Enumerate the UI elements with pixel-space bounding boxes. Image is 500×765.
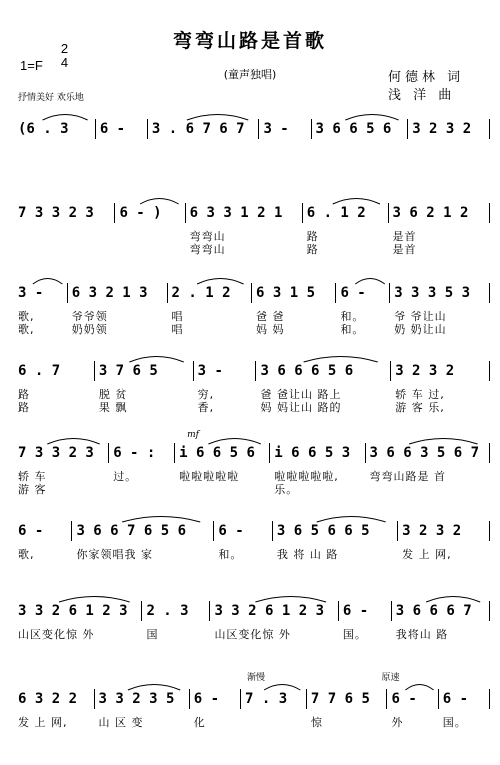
lyric-segment: 是首 (392, 243, 417, 256)
slur-overlay (14, 432, 490, 452)
measure: 3 - (263, 121, 289, 137)
song-subtitle: (童声独唱) (223, 68, 277, 81)
measure: 7 3 3 2 3 (18, 445, 94, 461)
slur (345, 115, 398, 121)
measure: 6 - (340, 285, 366, 301)
lyric-segment: 和。 (340, 310, 365, 323)
measure: 6 3 3 1 2 1 (189, 205, 283, 221)
slur-overlay (14, 590, 490, 610)
measure: 3 2 3 2 (395, 363, 455, 379)
lyric-row-1 (14, 468, 490, 481)
lyric-segment: 和。 (340, 323, 365, 336)
lyric-segment: 我 将 山 路 (276, 548, 339, 561)
measure: 3 3 2 6 1 2 3 (18, 603, 128, 619)
lyric-row-1 (14, 386, 490, 399)
measure: 3 6 6 3 5 6 7 (369, 445, 480, 461)
lyric-segment: 是首 (392, 230, 417, 243)
lyric-segment: 轿 车 过, (395, 388, 445, 401)
measure: 6 - ) (119, 205, 162, 221)
lyric-row-2 (14, 241, 490, 254)
slur (197, 279, 243, 285)
measure: 3 2 3 2 (402, 523, 462, 539)
slur (140, 199, 179, 205)
measure: 7 3 3 2 3 (18, 205, 94, 221)
lyric-segment: 爷 爷让山 (394, 310, 447, 323)
measure: 3 6 5 6 6 5 (276, 523, 370, 539)
tempo-change-marking: 渐慢 (247, 673, 266, 683)
lyricist-credit: 何德林 词 (388, 70, 465, 85)
lyric-segment: 惊 (310, 716, 323, 729)
slur (59, 597, 130, 603)
slur (47, 439, 99, 445)
lyric-segment: 奶奶领 (71, 323, 108, 336)
measure: (6 . 3 (18, 121, 69, 137)
measure: 6 - (99, 121, 126, 137)
slur (128, 685, 180, 691)
measure: 2 . 1 2 (171, 285, 231, 301)
slur (409, 439, 477, 445)
lyric-segment: 歌, (18, 323, 35, 336)
lyric-segment: 山区变化惊 外 (18, 628, 95, 641)
time-signature-top: 2 (60, 41, 69, 56)
lyric-segment: 唱 (171, 323, 184, 336)
slur-overlay (14, 350, 490, 370)
lyric-segment: 路 (306, 230, 319, 243)
measure: 6 - (18, 523, 44, 539)
measure: 6 - (193, 691, 220, 707)
lyric-segment: 歌, (18, 310, 35, 323)
measure: 6 - (342, 603, 369, 619)
lyric-segment: 爸 爸 (256, 310, 285, 323)
lyric-row-2 (14, 399, 490, 412)
measure: 6 - : (113, 445, 156, 461)
slur (333, 199, 380, 205)
lyric-segment: 爷爷领 (71, 310, 108, 323)
measure: i 6 6 5 3 (274, 445, 351, 461)
lyric-segment: 果 飘 (98, 401, 128, 414)
measure: 3 6 6 6 5 6 (260, 363, 354, 379)
measure: i 6 6 5 6 (179, 445, 255, 461)
lyric-segment: 穷, (197, 388, 215, 401)
slur (355, 279, 385, 285)
lyric-segment: 歌, (18, 548, 35, 561)
measure: 6 - (442, 691, 469, 707)
slur (33, 279, 63, 285)
lyric-segment: 山区变化惊 外 (214, 628, 291, 641)
lyric-segment: 路 (306, 243, 319, 256)
measure: 6 3 1 5 (256, 285, 316, 301)
lyric-segment: 啦啦啦啦啦 (179, 470, 240, 483)
slur-overlay (14, 510, 490, 530)
measure: 6 3 2 1 3 (71, 285, 148, 301)
slur (129, 357, 183, 363)
lyric-segment: 和。 (218, 548, 243, 561)
lyric-segment: 国。 (442, 716, 467, 729)
measure: 3 - (197, 363, 223, 379)
measure: 3 6 6 5 6 (315, 121, 392, 137)
lyric-segment: 轿 车 (18, 470, 47, 483)
measure: 7 . 3 (245, 691, 288, 707)
measure: 6 . 7 (18, 363, 61, 379)
dynamic-marking: mf (187, 430, 199, 440)
lyric-segment: 山 区 变 (98, 716, 144, 729)
slur-overlay (14, 272, 490, 292)
measure: 3 6 2 1 2 (392, 205, 469, 221)
lyric-segment: 外 (391, 716, 404, 729)
lyric-segment: 脱 贫 (98, 388, 128, 401)
lyric-segment: 过。 (113, 470, 138, 483)
time-signature (60, 42, 69, 70)
lyric-segment: 香, (197, 401, 215, 414)
measure: 3 7 6 5 (98, 363, 158, 379)
measure: 3 2 3 2 (412, 121, 472, 137)
lyric-segment: 路 (18, 401, 30, 414)
lyric-segment: 化 (193, 716, 206, 729)
lyric-segment: 发 上 网, (402, 548, 452, 561)
slur (255, 597, 326, 603)
lyric-segment: 妈 妈 (256, 323, 285, 336)
slur (43, 115, 88, 121)
slur-overlay (14, 192, 490, 212)
measure: 6 3 2 2 (18, 691, 78, 707)
measure: 2 . 3 (146, 603, 189, 619)
lyric-row-2 (14, 481, 490, 494)
key-signature: 1=F (20, 58, 43, 73)
lyric-row-2 (14, 321, 490, 334)
lyric-segment: 妈 妈让山 路的 (260, 401, 342, 414)
song-title: 弯弯山路是首歌 (172, 30, 327, 52)
lyric-segment: 弯弯山 (189, 243, 226, 256)
lyric-segment: 国 (146, 628, 159, 641)
measure: 3 6 6 6 7 (395, 603, 472, 619)
tempo-marking: 抒情美好 欢乐地 (18, 93, 84, 103)
slur (304, 357, 378, 363)
lyric-segment: 游 客 乐, (395, 401, 445, 414)
tempo-change-marking: 原速 (381, 673, 400, 683)
measure: 3 . 6 7 6 7 (151, 121, 245, 137)
measure: 6 - (391, 691, 417, 707)
lyric-segment: 弯弯山路是 首 (369, 470, 446, 483)
slur (317, 517, 386, 523)
lyric-segment: 奶 奶让山 (394, 323, 447, 336)
measure: 3 6 6 7 6 5 6 (76, 523, 187, 539)
slur (187, 115, 248, 121)
time-signature-bottom: 4 (60, 55, 69, 70)
lyric-segment: 啦啦啦啦啦, (274, 470, 339, 483)
lyric-row-1 (14, 546, 490, 559)
measure: 3 3 2 6 1 2 3 (214, 603, 325, 619)
lyric-segment: 乐。 (274, 483, 299, 496)
lyric-segment: 发 上 网, (18, 716, 68, 729)
lyric-segment: 你家领唱我 家 (76, 548, 153, 561)
lyric-segment: 爸 爸让山 路上 (260, 388, 342, 401)
slur-overlay (14, 108, 490, 128)
measure: 6 . 1 2 (306, 205, 366, 221)
lyric-segment: 弯弯山 (189, 230, 226, 243)
slur (264, 685, 300, 691)
lyric-segment: 游 客 (18, 483, 47, 496)
lyric-row-1 (14, 228, 490, 241)
lyric-row-1 (14, 308, 490, 321)
lyric-segment: 路 (18, 388, 30, 401)
composer-credit: 浅 洋 曲 (388, 88, 456, 103)
slur (122, 517, 200, 523)
lyric-row-1 (14, 626, 490, 639)
measure: 6 - (218, 523, 244, 539)
measure: 3 - (18, 285, 44, 301)
lyric-row-1 (14, 714, 490, 727)
slur (405, 685, 433, 691)
lyric-segment: 唱 (171, 310, 184, 323)
measure: 3 3 3 5 3 (394, 285, 471, 301)
measure: 3 3 2 3 5 (98, 691, 175, 707)
measure: 7 7 6 5 (310, 691, 370, 707)
slur (208, 439, 260, 445)
lyric-segment: 国。 (342, 628, 367, 641)
lyric-segment: 我将山 路 (395, 628, 449, 641)
slur (426, 597, 480, 603)
